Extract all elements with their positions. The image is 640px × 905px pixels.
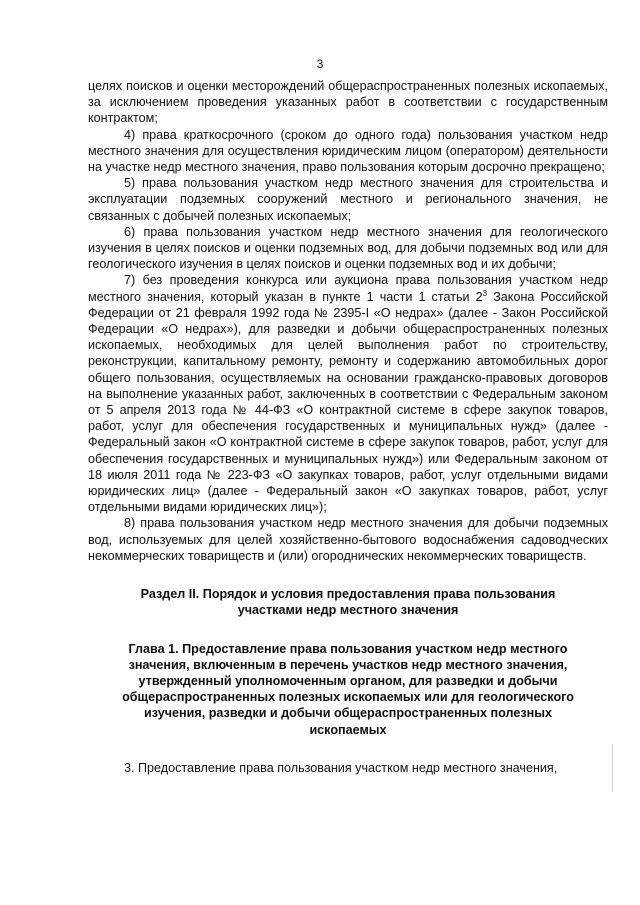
paragraph-item-7 [88, 272, 608, 515]
paragraph-item-8: 8) права пользования участком недр местного значения для добычи подземных вод, используемых для целей хозяйственно-бытового водоснабжения садоводческих некоммерческих товариществ и (или) огороднических некоммерческих товариществ. [88, 516, 608, 563]
paragraph-continuation: целях поисков и оценки месторождений общераспространенных полезных ископаемых, за исключением проведения указанных работ в соответствии с государственным контрактом; [88, 79, 608, 126]
paragraph-item-4: 4) права краткосрочного (сроком до одного года) пользования участком недр местного значения для осуществления юридическим лицом (оператором) деятельности на участке недр местного значения, право пользования которым досрочно прекращено; [88, 127, 608, 175]
chapter-title: Глава 1. Предоставление права пользования участком недр местного значения, включенным в перечень участков недр местного значения, утвержденный уполномоченным органом, для разведки и добычи общераспространенных полезных ископаемых или для геологического изучения, разведки и добычи общераспространенных полезных ископаемых [122, 641, 574, 737]
article-superscript: 3 [482, 288, 488, 298]
paragraph-item-7-text-a: 7) без проведения конкурса или аукциона права пользования участком недр местного значения, который указан в пункте 1 части 1 статьи 2 [88, 273, 608, 304]
paragraph-item-7-text-b: Закона Российской Федерации от 21 февраля 1992 года № 2395-I «О недрах» (далее - Закон Российской Федерации «О недрах»), для разведки и добычи общераспространенных полезных ископаемых, необходимых для целей выполнения работ по строительству, реконструкции, капитальному ремонту, ремонту и содержанию автомобильных дорог общего пользования, осуществляемых на основании гражданско-правовых договоров на выполнение указанных работ, заключенных в соответствии с Федеральным законом от 5 апреля 2013 года № 44-ФЗ «О контрактной системе в сфере закупок товаров, работ, услуг для обеспечения государственных и муниципальных нужд» (далее - Федеральный закон «О контрактной системе в сфере закупок товаров, работ, услуг для обеспечения государственных и муниципальных нужд») или Федеральным законом от 18 июля 2011 года № 223-ФЗ «О закупках товаров, работ, услуг отдельными видами юридических лиц» (далее - Федеральный закон «О закупках товаров, работ, услуг отдельными видами юридических лиц»); [88, 289, 608, 515]
section-title: Раздел II. Порядок и условия предоставления права пользования участками недр местного значения [140, 587, 556, 618]
page-number: 3 [316, 57, 324, 71]
document-body [88, 78, 608, 776]
paragraph-3: 3. Предоставление права пользования участком недр местного значения, [124, 760, 558, 775]
scan-artifact-line [612, 744, 613, 792]
paragraph-item-6: 6) права пользования участком недр местного значения для геологического изучения в целях поисков и оценки подземных вод, для добычи подземных вод или для геологического изучения в целях поисков и оценки подземных вод и их добычи; [88, 224, 608, 272]
paragraph-item-5: 5) права пользования участком недр местного значения для строительства и эксплуатации подземных сооружений местного и регионального значения, не связанных с добычей полезных ископаемых; [88, 176, 608, 223]
